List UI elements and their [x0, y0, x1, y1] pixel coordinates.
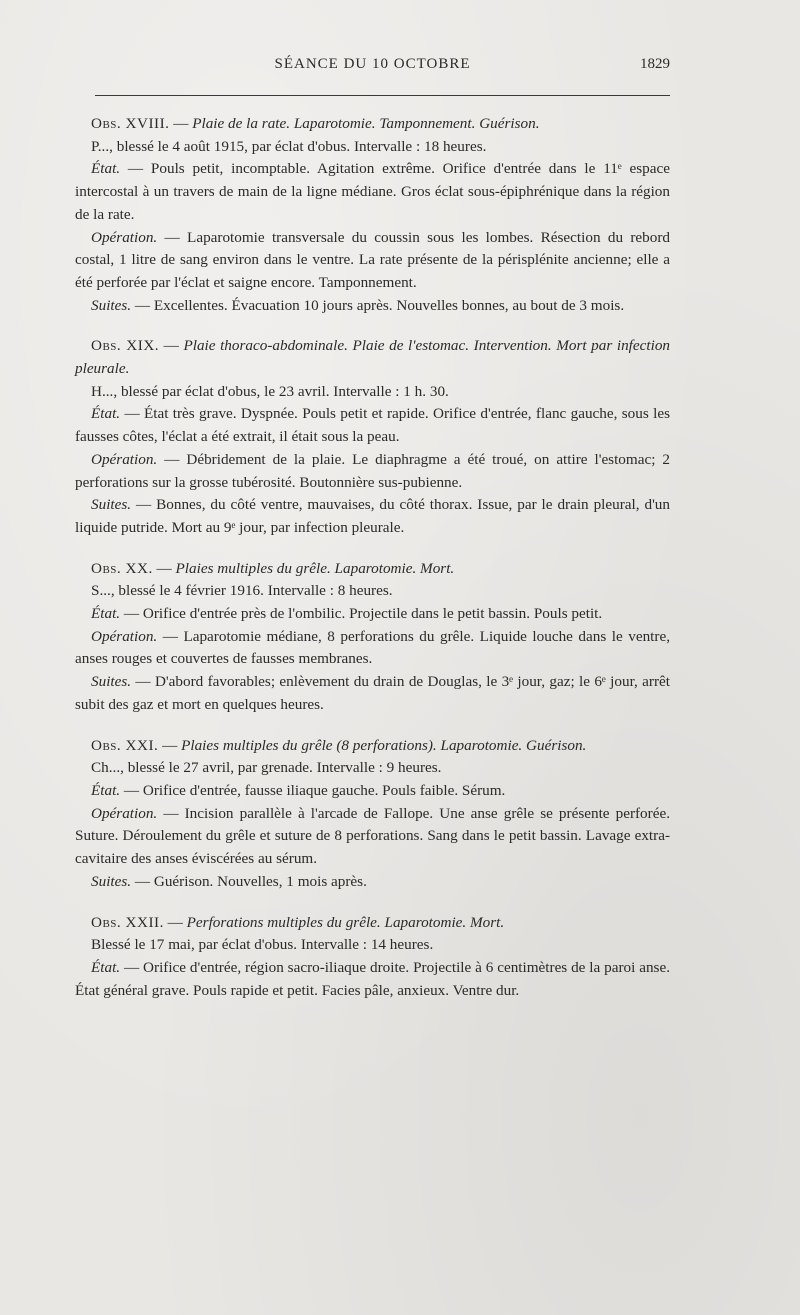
paragraph-text: — Pouls petit, incomptable. Agitation extrême. Orifice d'entrée dans le 11ᵉ espace intercostal à un travers de main de la ligne médiane. Gros éclat sous-épiphrénique dans la région de la rate.: [75, 160, 670, 223]
paragraph-text: — Laparotomie transversale du coussin sous les lombes. Résection du rebord costal, 1 litre de sang environ dans le ventre. La rate présente de la périsplénite ancienne; elle a été perforée par l'éclat et saigne encore. Tamponnement.: [75, 228, 670, 291]
paragraph-text: Ch..., blessé le 27 avril, par grenade. Intervalle : 9 heures.: [91, 759, 442, 777]
heading-dash: —: [158, 736, 182, 754]
observation-title: Plaies multiples du grêle. Laparotomie. Mort.: [175, 559, 455, 577]
paragraph-lead: Suites.: [91, 496, 132, 514]
paragraph-text: — État très grave. Dyspnée. Pouls petit et rapide. Orifice d'entrée, flanc gauche, sous les fausses côtes, l'éclat a été extrait, il était sous la peau.: [75, 405, 670, 446]
observation-paragraph: [75, 780, 670, 803]
heading-dash: —: [159, 337, 184, 355]
paragraph-text: H..., blessé par éclat d'obus, le 23 avril. Intervalle : 1 h. 30.: [91, 382, 449, 400]
observation-paragraph: [75, 603, 670, 626]
observation-paragraph: [75, 934, 670, 957]
observation-paragraph: [75, 158, 670, 226]
observation: [75, 113, 670, 317]
observation-paragraph: [75, 381, 670, 404]
paragraph-text: — D'abord favorables; enlèvement du drain de Douglas, le 3ᵉ jour, gaz; le 6ᵉ jour, arrêt subit des gaz et mort en quelques heures.: [75, 673, 670, 713]
observation-paragraph: [75, 494, 670, 539]
paragraph-lead: État.: [91, 160, 121, 178]
observation-paragraph: [75, 580, 670, 603]
paragraph-lead: État.: [91, 405, 121, 423]
heading-dash: —: [152, 559, 176, 577]
paragraph-text: — Orifice d'entrée, région sacro-iliaque droite. Projectile à 6 centimètres de la paroi anse. État général grave. Pouls rapide et petit. Facies pâle, anxieux. Ventre dur.: [75, 958, 670, 999]
paragraph-text: P..., blessé le 4 août 1915, par éclat d'obus. Intervalle : 18 heures.: [91, 137, 487, 155]
paragraph-lead: Opération.: [91, 450, 158, 468]
paragraph-text: — Laparotomie médiane, 8 perforations du grêle. Liquide louche dans le ventre, anses rouges et couvertes de fausses membranes.: [75, 627, 670, 668]
observation-title: Perforations multiples du grêle. Laparotomie. Mort.: [186, 913, 505, 931]
header-rule: [95, 95, 670, 96]
observation-paragraph: [75, 136, 670, 159]
paragraph-lead: Opération.: [91, 627, 158, 645]
observation-heading: [75, 558, 670, 581]
paragraph-lead: État.: [91, 958, 121, 976]
observation-heading: [75, 113, 670, 136]
observation: [75, 558, 670, 717]
observation-paragraph: [75, 871, 670, 894]
observation: [75, 735, 670, 894]
observation-heading: [75, 735, 670, 758]
paragraph-lead: Opération.: [91, 228, 158, 246]
paragraph-text: — Débridement de la plaie. Le diaphragme a été troué, on attire l'estomac; 2 perforations sur la grosse tubérosité. Boutonnière sus-pubienne.: [75, 450, 670, 491]
observation-label: Obs. XXII.: [91, 913, 164, 931]
paragraph-lead: État.: [91, 781, 121, 799]
paragraph-text: — Incision parallèle à l'arcade de Fallope. Une anse grêle se présente perforée. Suture. Déroulement du grêle et suture de 8 perforations. Sang dans le petit bassin. Lavage extra-cavitaire des anses éviscérées au sérum.: [75, 804, 670, 868]
observation-paragraph: [75, 227, 670, 295]
observation-label: Obs. XIX.: [91, 337, 160, 355]
observation-paragraph: [75, 449, 670, 494]
paragraph-text: — Bonnes, du côté ventre, mauvaises, du côté thorax. Issue, par le drain pleural, d'un liquide putride. Mort au 9ᵉ jour, par infection pleurale.: [75, 496, 670, 536]
observation-title: Plaie thoraco-abdominale. Plaie de l'estomac. Intervention. Mort par infection pleurale.: [75, 337, 671, 378]
observation-paragraph: [75, 957, 670, 1002]
observation-label: Obs. XXI.: [91, 736, 159, 754]
observation: [75, 335, 670, 539]
observation-paragraph: [75, 403, 670, 448]
observation-paragraph: [75, 295, 670, 318]
observation-paragraph: [75, 757, 670, 780]
observation-label: Obs. XX.: [91, 559, 153, 577]
observation-paragraph: [75, 626, 670, 671]
observation-paragraph: [75, 803, 670, 871]
page-header: [75, 56, 670, 80]
heading-dash: —: [169, 115, 193, 132]
paragraph-text: — Orifice d'entrée près de l'ombilic. Projectile dans le petit bassin. Pouls petit.: [120, 605, 603, 623]
paragraph-lead: État.: [91, 605, 121, 623]
observation-heading: [75, 912, 670, 935]
paragraph-lead: Opération.: [91, 804, 158, 822]
observation-label: Obs. XVIII.: [91, 115, 170, 132]
page-number: 1829: [640, 56, 670, 72]
observation-title: Plaie de la rate. Laparotomie. Tamponnement. Guérison.: [192, 115, 540, 132]
heading-dash: —: [163, 913, 187, 931]
paragraph-text: Blessé le 17 mai, par éclat d'obus. Intervalle : 14 heures.: [91, 936, 434, 954]
paragraph-text: S..., blessé le 4 février 1916. Intervalle : 8 heures.: [91, 582, 393, 600]
observation-heading: [75, 335, 670, 380]
paragraph-lead: Suites.: [91, 673, 132, 691]
paragraph-lead: Suites.: [91, 872, 132, 890]
document-body: [75, 113, 670, 1020]
observation-paragraph: [75, 671, 670, 716]
paragraph-text: — Orifice d'entrée, fausse iliaque gauche. Pouls faible. Sérum.: [120, 781, 506, 799]
observation: [75, 912, 670, 1003]
paragraph-text: — Excellentes. Évacuation 10 jours après. Nouvelles bonnes, au bout de 3 mois.: [131, 296, 625, 314]
paragraph-lead: Suites.: [91, 296, 132, 314]
running-title: SÉANCE DU 10 OCTOBRE: [274, 56, 471, 72]
paragraph-text: — Guérison. Nouvelles, 1 mois après.: [131, 872, 367, 890]
observation-title: Plaies multiples du grêle (8 perforations). Laparotomie. Guérison.: [181, 736, 587, 754]
